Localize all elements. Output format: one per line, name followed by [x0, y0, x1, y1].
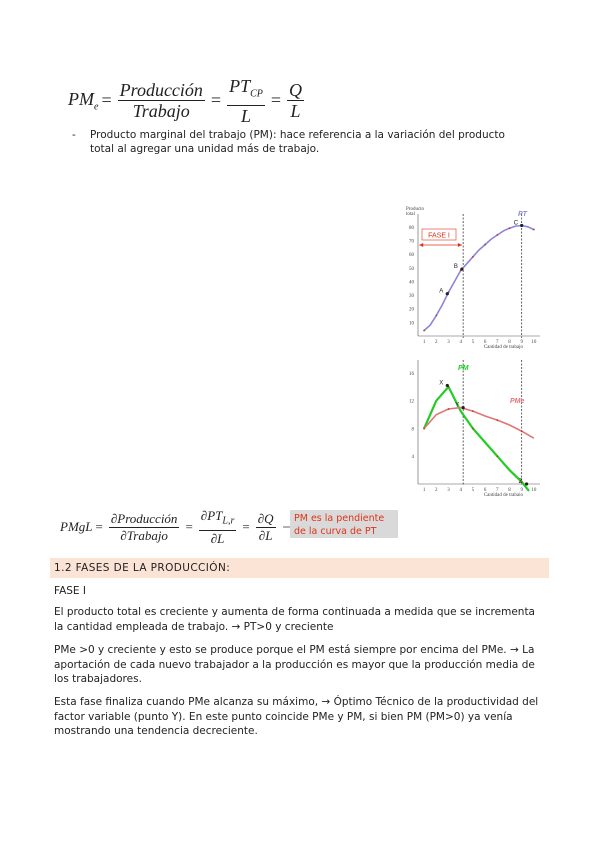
x-tick-label: 2	[435, 488, 438, 493]
x-axis-label: Cantidad de trabajo	[483, 493, 523, 496]
x-tick-label: 8	[508, 488, 511, 493]
point-marker-X	[446, 384, 449, 387]
x-tick-label: 4	[459, 488, 462, 493]
y-tick-label: 20	[409, 307, 414, 313]
series-line-PT	[424, 226, 534, 331]
paragraph-1: El producto total es creciente y aumenta de forma continuada a medida que se incrementa la cantidad empleada de trabajo. → PT>0 y creciente	[54, 606, 535, 633]
point-label-Y: Y	[455, 402, 460, 409]
series-label-PM: PM	[458, 365, 469, 372]
average-product-formula: $PM_e$ = $\frac{\text{Producción}}{\text{Trabajo}}$ = $\frac{PT_{CP}}{L}$ = $\frac{Q}{L}$	[68, 76, 303, 126]
series-point-PM	[496, 455, 498, 457]
x-tick-label: 7	[496, 488, 499, 493]
series-point-PMe	[521, 430, 523, 432]
point-label-C: C	[513, 220, 519, 227]
series-point-PT	[472, 256, 474, 258]
x-tick-label: 2	[435, 340, 438, 345]
y-tick-label: 50	[409, 266, 414, 272]
paragraph-2: PMe >0 y creciente y esto se produce porque el PM está siempre por encima del PMe. → La aportación de cada nuevo trabajador a la producción es mayor que la producción media de los trabajadores.	[54, 644, 535, 685]
marginal-product-bullet: - Producto marginal del trabajo (PM): hace referencia a la variación del producto total al agregar una unidad más de trabajo.	[72, 128, 532, 156]
x-tick-label: 10	[531, 340, 537, 345]
fraction-pt-l: $\frac{PT_{CP}}{L}$	[229, 76, 263, 126]
phase-label: FASE I	[54, 585, 86, 597]
x-tick-label: 10	[531, 488, 537, 493]
series-point-PT	[509, 227, 511, 229]
series-point-PMe	[448, 408, 450, 410]
point-marker-A	[446, 292, 449, 295]
paragraph-3: Esta fase finaliza cuando PMe alcanza su máximo, → Óptimo Técnico de la productividad del factor variable (punto Y). En este punto coincide PMe y PM, si bien PM (PM>0) ya venía mostrando una tendencia decreciente.	[54, 696, 539, 737]
series-point-PMe	[472, 410, 474, 412]
series-point-PMe	[423, 428, 425, 430]
slope-note: PM es la pendiente de la curva de PT	[290, 510, 398, 538]
point-marker-B	[460, 268, 463, 271]
y-axis-label-line1: Producto	[406, 207, 425, 212]
phase-label-text: FASE I	[428, 232, 450, 240]
x-tick-label: 4	[459, 340, 462, 345]
x-tick-label: 1	[422, 488, 426, 493]
y-tick-label: 4	[411, 455, 414, 461]
series-label-PMe: PMe	[510, 398, 525, 405]
section-title: 1.2 FASES DE LA PRODUCCIÓN:	[50, 558, 549, 578]
x-axis-label: Cantidad de trabajo	[483, 345, 523, 350]
series-point-PMe	[496, 419, 498, 421]
series-point-PT	[533, 229, 535, 231]
x-tick-label: 3	[447, 488, 450, 493]
point-marker-Y	[462, 406, 465, 409]
point-label-Z: Z	[518, 479, 523, 485]
series-line-PMe	[424, 408, 534, 439]
y-tick-label: 40	[409, 280, 414, 286]
point-label-X: X	[439, 380, 444, 387]
fraction-production-labor: $\frac{\text{Producción}}{\text{Trabajo}}$	[119, 80, 203, 122]
x-tick-label: 6	[483, 340, 487, 345]
series-point-PT	[496, 234, 498, 236]
x-tick-label: 6	[483, 488, 487, 493]
formula-lhs: $PM_e$	[68, 89, 99, 113]
series-point-PT	[484, 244, 486, 246]
series-point-PT	[423, 330, 425, 332]
x-tick-label: 5	[471, 340, 475, 345]
series-point-PT	[435, 315, 437, 317]
fraction-q-l: $\frac{Q}{L}$	[289, 80, 303, 122]
y-tick-label: 80	[409, 225, 414, 231]
point-label-B: B	[453, 264, 458, 271]
point-marker-C	[520, 224, 523, 227]
y-tick-label: 30	[409, 294, 414, 300]
y-tick-label: 12	[409, 399, 414, 405]
phase-arrow-left-icon	[419, 243, 423, 247]
y-tick-label: 8	[411, 427, 414, 433]
marginal-product-formula: PMgL = $\frac{\text{∂Producción}}{\text{∂Trabajo}}$ = $\frac{\partial PT_{L,r}}{\partial L}$ = $\frac{\partial Q}{\partial L}$	[60, 508, 331, 547]
y-tick-label: 60	[409, 253, 414, 259]
x-tick-label: 5	[471, 488, 475, 493]
phase-arrow-right-icon	[458, 243, 462, 247]
x-tick-label: 8	[508, 340, 511, 345]
bullet-text: Producto marginal del trabajo (PM): hace referencia a la variación del producto total al agregar una unidad más de trabajo.	[90, 129, 505, 155]
x-tick-label: 7	[496, 340, 499, 345]
point-marker-Z	[525, 482, 528, 485]
point-label-A: A	[439, 288, 444, 295]
x-tick-label: 3	[447, 340, 450, 345]
total-product-chart	[398, 198, 548, 356]
marginal-average-product-chart	[398, 356, 548, 496]
series-label-PT: PT	[518, 211, 527, 218]
series-point-PM	[472, 428, 474, 430]
y-axis-label-line2: total	[406, 212, 415, 217]
x-tick-label: 9	[520, 488, 523, 493]
y-tick-label: 10	[409, 321, 414, 327]
x-tick-label: 9	[520, 340, 523, 345]
x-tick-label: 1	[422, 340, 426, 345]
y-tick-label: 70	[409, 239, 414, 245]
y-tick-label: 16	[409, 371, 414, 377]
